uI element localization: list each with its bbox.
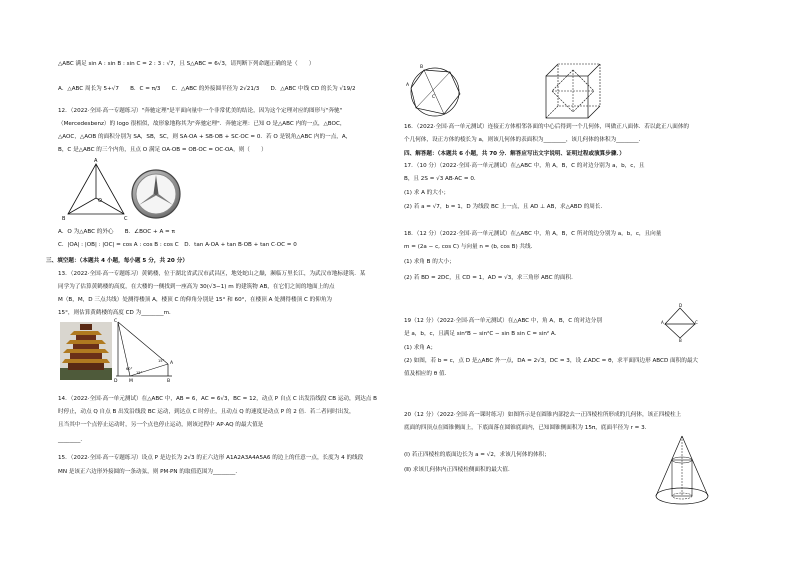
q11-condition: △ABC 满足 sin A : sin B : sin C = 2 : 3 : √7，且 S△ABC = 6√3，请判断下列命题正确的是（ ） xyxy=(58,61,315,67)
fig19-label-a: A xyxy=(661,320,664,325)
q16-line-1: 16．（2022·全国·高一单元测试）连接正方体相邻各面的中心后得到一个几何体，叫做正八面体．若以此正八面体的 xyxy=(404,124,690,130)
mercedes-logo-image xyxy=(130,168,182,220)
q16-line-2: 个几何体，设正方体的棱长为 a，则该几何体的表面积为________，该几何体的体积为________． xyxy=(404,137,645,143)
q12-line-3: △AOC，△AOB 的面积分别为 SA，SB，SC，则 SA·OA + SB·OB + SC·OC = 0．若 O 是锐角△ABC 内的一点，A， xyxy=(58,134,352,140)
section-4-heading: 四、解答题：（本题共 6 小题，共 70 分．解答应写出文字说明、证明过程或演算步骤．） xyxy=(404,151,625,157)
q18-part-1: (1) 求角 B 的大小； xyxy=(404,259,455,265)
q19-part-2a: (2) 如图，若 b = c，点 D 是△ABC 外一点，DA = 2√3，DC = 3，设 ∠ADC = θ，求平面四边形 ABCD 面积的最大 xyxy=(404,358,699,364)
q16-circle-figure xyxy=(404,64,466,120)
fig13-label-d: D xyxy=(114,379,118,384)
q12-triangle-figure xyxy=(64,160,128,222)
fig13-angle-15b: 15° xyxy=(158,359,165,363)
fig13-label-a: A xyxy=(170,361,174,366)
q15-line-1: 15．（2022·全国·高一专题练习）设点 P 是边长为 2√3 的正六边形 A1A2A3A4A5A6 的边上的任意一点，长度为 4 的线段 xyxy=(58,455,364,461)
q20-part-1: (Ⅰ) 若正四棱柱的底面边长为 a = √2，求该几何体的体积； xyxy=(404,452,550,458)
q12-option-cd: C．|OA| : |OB| : |OC| = cos A : cos B : cos C D．tan A·OA + tan B·OB + tan C·OC = 0 xyxy=(58,242,297,248)
fig12-label-b: B xyxy=(62,216,66,222)
q12-line-4: B，C 是△ABC 的三个内角，且点 O 满足 OA·OB = OB·OC = OC·OA，则（ ） xyxy=(58,147,267,153)
q19-quadrilateral-figure xyxy=(662,304,698,342)
q20-line-2: 底面的四顶点在圆锥侧面上，下底面落在圆锥底面内，已知圆锥侧面积为 15π，底面半径为 r = 3． xyxy=(404,425,651,431)
q12-option-ab: A．O 为△ABC 的外心 B．∠BOC + A = π xyxy=(58,229,175,235)
fig12-label-o: O xyxy=(98,198,102,204)
q19-line-1: 19（12 分）（2022·全国·高一单元测试）在△ABC 中，角 A，B，C 的对边分别 xyxy=(404,318,602,324)
q20-part-2: (Ⅱ) 求该几何体内正四棱柱侧面积的最大值． xyxy=(404,467,514,473)
q15-line-2: MN 是该正六边形外接圆的一条动弦，则 PM·PN 的取值范围为________． xyxy=(58,469,241,475)
section-3-heading: 三、填空题：（本题共 4 小题，每小题 5 分，共 20 分） xyxy=(46,258,188,264)
q19-part-2b: 值及相应的 θ 值． xyxy=(404,371,451,377)
q11-options: A．△ABC 周长为 5+√7 B．C = π/3 C．△ABC 的外接圆半径为 2√21/3 D．△ABC 中线 CD 的长为 √19/2 xyxy=(58,86,356,92)
fig19-label-c: C xyxy=(695,320,698,325)
fig13-label-m: M xyxy=(129,379,133,384)
fig16-label-a: A xyxy=(406,83,410,88)
q16-cube-octahedron-figure xyxy=(542,62,604,120)
q17-line-1: 17．（10 分）（2022·全国·高一单元测试）在△ABC 中，角 A，B，C 的对边分别为 a，b，c，且 xyxy=(404,163,645,169)
fig12-label-a: A xyxy=(94,158,98,164)
q14-line-1: 14．（2022·全国·高一单元测试）在△ABC 中，AB = 6，AC = 6√3，BC = 12，动点 P 自点 C 出发沿线段 CB 运动，到达点 B xyxy=(58,396,377,402)
fig16-label-b: B xyxy=(420,65,424,70)
yellow-crane-tower-image xyxy=(60,322,112,380)
q17-line-2: B，且 2S = √3 AB·AC = 0． xyxy=(404,176,480,182)
q14-line-2: 时停止，动点 Q 自点 B 出发沿线段 BC 运动，到达点 C 时停止，且动点 Q 的速度是动点 P 的 2 倍．若二者同时出发， xyxy=(58,409,355,415)
fig13-label-b: B xyxy=(167,379,171,384)
q20-cone-figure xyxy=(654,434,710,508)
q18-line-2: m = (2a − c, cos C) 与向量 n = (b, cos B) 共线． xyxy=(404,244,537,250)
fig13-angle-15: 15° xyxy=(136,371,143,375)
fig13-label-c: C xyxy=(114,319,118,324)
q12-line-2: （Mercedesbenz）的 logo 很相似，故形象地称其为"奔驰定理"．奔驰定理：已知 O 是△ABC 内的一点，△BOC， xyxy=(58,121,346,127)
q19-part-1: (1) 求角 A； xyxy=(404,345,437,351)
q14-line-3: 且当其中一个点停止运动时，另一个点也停止运动，则该过程中 AP·AQ 的最大值是 xyxy=(58,422,264,428)
q19-line-2: 是 a，b，c，且满足 sin²B − sin²C − sin B sin C = sin² A． xyxy=(404,331,561,337)
q17-part-1: (1) 求 A 的大小； xyxy=(404,190,450,196)
q13-line-1: 13．（2022·全国·高一专题练习）黄鹤楼，位于湖北省武汉市武昌区，地处蛇山之巅，濒临万里长江，为武汉市地标建筑．某 xyxy=(58,271,366,277)
q14-line-4: ________． xyxy=(58,437,86,443)
q20-line-1: 20（12 分）（2022·全国·高一课时练习）如图所示是在圆锥内部挖去一正四棱柱所形成的几何体，该正四棱柱上 xyxy=(404,412,682,418)
q13-geometry-figure xyxy=(114,320,176,382)
fig16-label-c: C xyxy=(432,95,436,100)
q12-line-1: 12．（2022·全国·高一专题练习）"奔驰定理"是平面向量中一个非常优美的结论，因为这个定理对应的图形与"奔驰" xyxy=(58,108,343,114)
fig19-label-d: D xyxy=(679,303,683,308)
fig19-label-b: B xyxy=(679,338,682,343)
q13-line-4: 15°，则估算黄鹤楼的高度 CD 为________m． xyxy=(58,310,175,316)
fig13-angle-60: 60° xyxy=(126,367,133,371)
fig12-label-c: C xyxy=(124,216,128,222)
q17-part-2: (2) 若 a = √7，b = 1，D 为线段 BC 上一点，且 AD ⊥ AB，求△ABD 的周长． xyxy=(404,204,607,210)
q13-line-3: M（B，M，D 三点共线）处测得楼顶 A，楼顶 C 的仰角分别是 15° 和 60°，在楼顶 A 处测得楼顶 C 的仰角为 xyxy=(58,297,333,303)
q18-part-2: (2) 若 BD = 2DC，且 CD = 1，AD = √3，求三角形 ABC 的面积． xyxy=(404,275,577,281)
q13-line-2: 同学为了估算黄鹤楼的高度，在大楼的一侧找到一座高为 30(√3−1) m 的建筑物 AB，在它们之间的地面上的点 xyxy=(58,284,335,290)
q18-line-1: 18．（12 分）（2022·全国·高一单元测试）在△ABC 中，角 A，B，C 所对的边分别为 a，b，c，且向量 xyxy=(404,231,662,237)
